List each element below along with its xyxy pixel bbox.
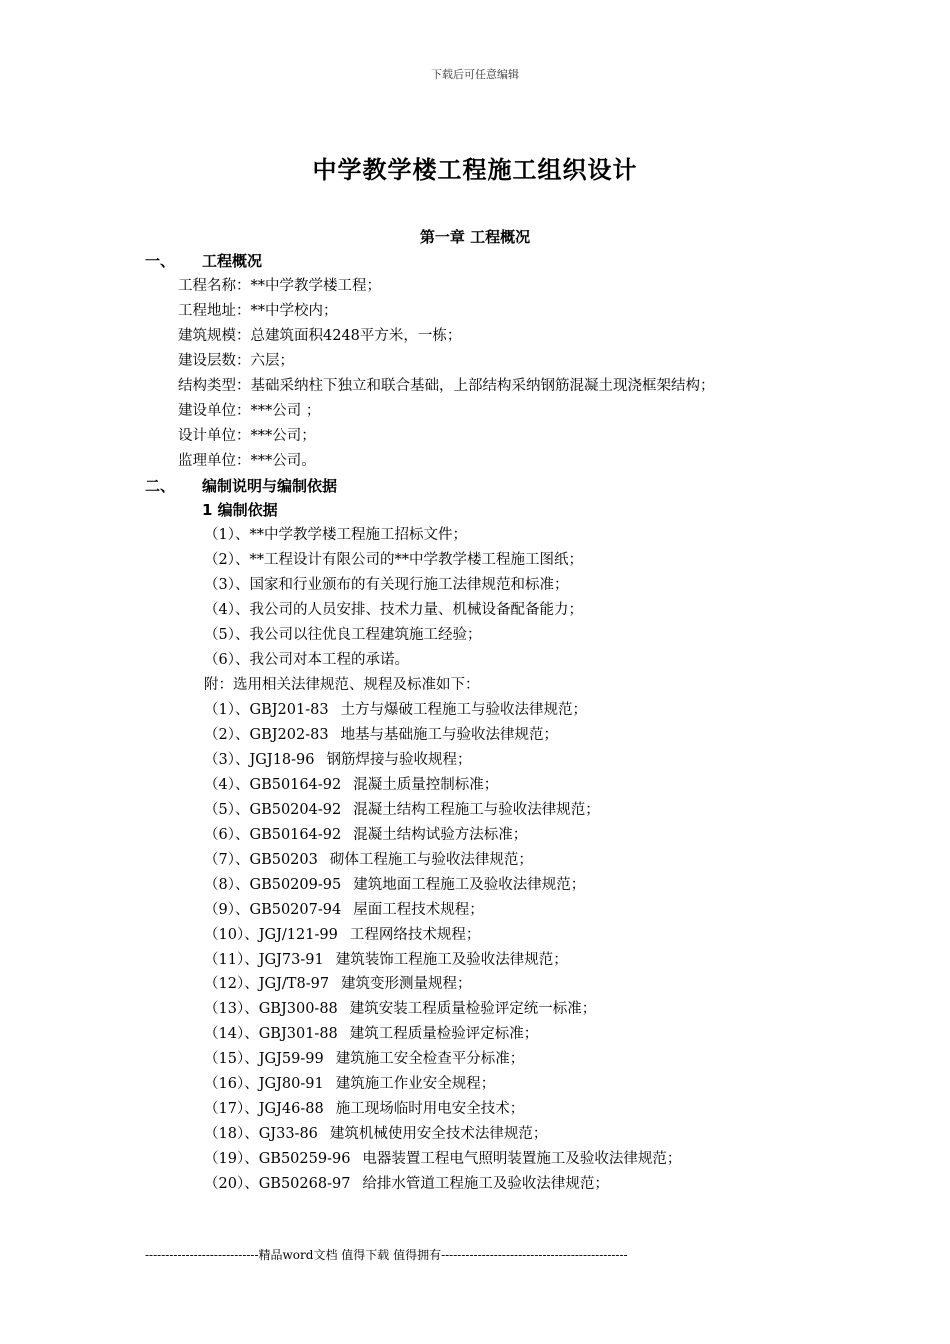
standard-prefix: （15）、 — [204, 1051, 259, 1067]
standard-item — [204, 1022, 538, 1046]
standard-prefix: （1）、 — [204, 702, 250, 718]
standard-code: JGJ/121-99 — [258, 927, 338, 943]
basis-item: （2）、**工程设计有限公司的**中学教学楼工程施工图纸； — [204, 552, 583, 568]
standard-code: GB50204-92 — [249, 802, 342, 818]
standard-code: GB50209-95 — [249, 877, 342, 893]
standard-item — [204, 798, 600, 822]
standard-prefix: （8）、 — [204, 877, 250, 893]
overview-line: 建设层数：六层； — [178, 353, 294, 369]
standard-code: GB50207-94 — [249, 902, 342, 918]
standard-name: 混凝土结构试验方法标准； — [353, 827, 528, 843]
standard-name: 地基与基础施工与验收法律规范； — [340, 727, 559, 743]
standard-name: 建筑装饰工程施工及验收法律规范； — [335, 952, 568, 968]
standard-code: JGJ18-96 — [249, 752, 315, 768]
section-title: 编制说明与编制依据 — [202, 477, 338, 495]
standard-item — [204, 873, 585, 897]
basis-item: （4）、我公司的人员安排、技术力量、机械设备配备能力； — [204, 602, 583, 618]
basis-item: （3）、国家和行业颁布的有关现行施工法律规范和标准； — [204, 577, 569, 593]
standard-code: GB50259-96 — [258, 1151, 351, 1167]
standard-item — [204, 748, 472, 772]
standard-prefix: （17）、 — [204, 1101, 259, 1117]
standard-code: JGJ59-99 — [258, 1051, 324, 1067]
overview-line: 工程名称：**中学教学楼工程； — [178, 278, 381, 294]
standard-item — [204, 898, 484, 922]
standard-item — [204, 972, 472, 996]
standard-prefix: （11）、 — [204, 952, 259, 968]
standard-name: 建筑变形测量规程； — [341, 976, 472, 992]
basis-item: （6）、我公司对本工程的承诺。 — [204, 652, 409, 668]
subsection-title: 1 编制依据 — [202, 501, 278, 519]
standard-name: 混凝土结构工程施工与验收法律规范； — [353, 802, 600, 818]
standard-item — [204, 698, 587, 722]
standard-name: 建筑工程质量检验评定标准； — [349, 1026, 539, 1042]
standard-item — [204, 997, 596, 1021]
standard-item — [204, 1097, 524, 1121]
standard-item — [204, 1047, 524, 1071]
standard-prefix: （6）、 — [204, 827, 250, 843]
basis-item: （5）、我公司以往优良工程建筑施工经验； — [204, 627, 482, 643]
standard-item — [204, 923, 480, 947]
standard-code: GBJ301-88 — [258, 1026, 338, 1042]
overview-line: 建设单位：***公司 ； — [178, 403, 321, 419]
basis-item: （1）、**中学教学楼工程施工招标文件； — [204, 527, 467, 543]
standard-code: JGJ80-91 — [258, 1076, 324, 1092]
standard-name: 砌体工程施工与验收法律规范； — [329, 852, 533, 868]
standard-item — [204, 1172, 609, 1196]
chapter-title: 第一章 工程概况 — [419, 228, 531, 246]
overview-line: 监理单位：***公司。 — [178, 453, 316, 469]
standard-prefix: （3）、 — [204, 752, 250, 768]
standard-code: GBJ300-88 — [258, 1001, 338, 1017]
standard-name: 建筑施工作业安全规程； — [335, 1076, 496, 1092]
standard-prefix: （18）、 — [204, 1126, 259, 1142]
standard-item — [204, 1147, 681, 1171]
standard-name: 工程网络技术规程； — [349, 927, 481, 943]
standard-code: GB50203 — [249, 852, 318, 868]
standard-item — [204, 723, 558, 747]
standard-code: GB50164-92 — [249, 827, 342, 843]
standard-item — [204, 1122, 547, 1146]
standard-name: 电器装置工程电气照明装置施工及验收法律规范； — [362, 1151, 682, 1167]
overview-line: 工程地址：**中学校内； — [178, 303, 338, 319]
appendix-intro: 附：选用相关法律规范、规程及标准如下： — [204, 677, 480, 693]
standard-item — [204, 948, 568, 972]
standard-code: JGJ46-88 — [258, 1101, 324, 1117]
standard-prefix: （20）、 — [204, 1176, 259, 1192]
standard-prefix: （7）、 — [204, 852, 250, 868]
standard-prefix: （4）、 — [204, 777, 250, 793]
standard-code: GB50164-92 — [249, 777, 342, 793]
standard-prefix: （2）、 — [204, 727, 250, 743]
standard-prefix: （9）、 — [204, 902, 250, 918]
header-note: 下载后可任意编辑 — [431, 68, 519, 81]
standard-item — [204, 848, 533, 872]
standard-prefix: （10）、 — [204, 927, 259, 943]
section-number: 一、 — [145, 252, 176, 270]
overview-line: 结构类型：基础采纳柱下独立和联合基础，上部结构采纳钢筋混凝土现浇框架结构； — [178, 378, 715, 394]
overview-line: 建筑规模：总建筑面积4248平方米，一栋； — [178, 328, 462, 344]
standard-prefix: （14）、 — [204, 1026, 259, 1042]
standard-name: 混凝土质量控制标准； — [353, 777, 499, 793]
standard-code: GBJ202-83 — [249, 727, 329, 743]
standard-code: GJ33-86 — [258, 1126, 318, 1142]
standard-name: 施工现场临时用电安全技术； — [335, 1101, 525, 1117]
standard-name: 建筑施工安全检查平分标准； — [335, 1051, 525, 1067]
standard-item — [204, 1072, 495, 1096]
standard-name: 给排水管道工程施工及验收法律规范； — [362, 1176, 609, 1192]
standard-prefix: （19）、 — [204, 1151, 259, 1167]
standard-item — [204, 823, 527, 847]
standard-name: 建筑地面工程施工及验收法律规范； — [353, 877, 586, 893]
standard-code: GBJ201-83 — [249, 702, 329, 718]
standard-item — [204, 773, 498, 797]
section-title: 工程概况 — [202, 252, 263, 270]
standard-prefix: （16）、 — [204, 1076, 259, 1092]
standard-prefix: （5）、 — [204, 802, 250, 818]
document-title: 中学教学楼工程施工组织设计 — [312, 156, 638, 184]
overview-line: 设计单位：***公司； — [178, 428, 316, 444]
standard-name: 屋面工程技术规程； — [353, 902, 484, 918]
standard-name: 建筑安装工程质量检验评定统一标准； — [349, 1001, 597, 1017]
standard-code: JGJ/T8-97 — [258, 976, 330, 992]
section-number: 二、 — [145, 477, 176, 495]
footer-note: ----------------------------精品word文档 值得下载 值得拥有---------------------------------------------- — [145, 1248, 628, 1262]
standard-code: JGJ73-91 — [258, 952, 324, 968]
standard-code: GB50268-97 — [258, 1176, 351, 1192]
standard-name: 土方与爆破工程施工与验收法律规范； — [340, 702, 588, 718]
standard-prefix: （13）、 — [204, 1001, 259, 1017]
standard-prefix: （12）、 — [204, 976, 259, 992]
standard-name: 建筑机械使用安全技术法律规范； — [329, 1126, 548, 1142]
standard-name: 钢筋焊接与验收规程； — [326, 752, 472, 768]
